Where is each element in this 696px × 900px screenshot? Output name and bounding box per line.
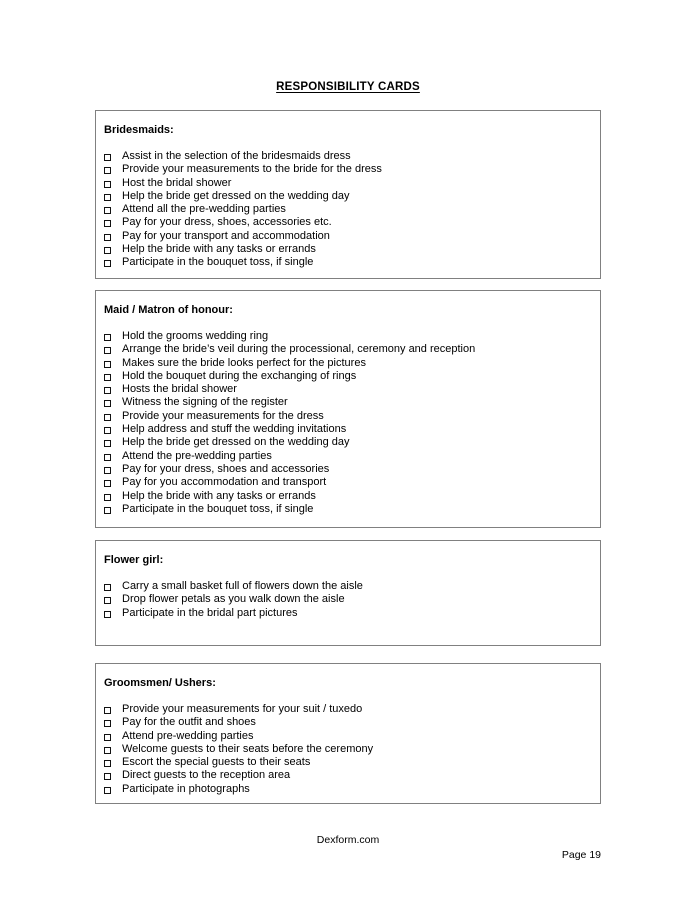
checkbox-square-icon — [104, 716, 113, 729]
checkbox-square-icon — [104, 190, 113, 203]
list-item-label: Pay for your dress, shoes and accessories — [122, 462, 330, 475]
list-item — [96, 243, 600, 256]
list-item — [96, 580, 600, 593]
footer-page-number: Page 19 — [561, 849, 601, 861]
list-item-label: Hold the grooms wedding ring — [122, 330, 269, 342]
list-item — [96, 216, 600, 229]
page-title — [0, 81, 696, 93]
checkbox-square-icon — [104, 490, 113, 503]
responsibility-card — [95, 290, 601, 528]
checkbox-square-icon — [104, 503, 113, 516]
checkbox-square-icon — [104, 330, 113, 343]
list-item — [96, 423, 600, 436]
list-item-label: Participate in photographs — [122, 782, 250, 795]
list-item-label: Pay for your transport and accommodation — [122, 229, 330, 242]
checkbox-square-icon — [104, 756, 113, 769]
list-item-label: Participate in the bouquet toss, if single — [122, 502, 314, 515]
checkbox-square-icon — [104, 730, 113, 743]
checkbox-square-icon — [104, 203, 113, 216]
list-item — [96, 476, 600, 489]
list-item — [96, 357, 600, 370]
list-item-label: Drop flower petals as you walk down the aisle — [122, 593, 345, 606]
checkbox-square-icon — [104, 769, 113, 782]
list-item — [96, 190, 600, 203]
list-item-label: Help the bride get dressed on the wedding day — [122, 189, 350, 202]
list-item — [96, 593, 600, 606]
list-item — [96, 163, 600, 176]
checkbox-square-icon — [104, 383, 113, 396]
list-item — [96, 383, 600, 396]
card-header: Maid / Matron of honour: — [104, 304, 233, 316]
list-item-label: Participate in the bouquet toss, if single — [122, 256, 314, 269]
checkbox-square-icon — [104, 450, 113, 463]
checkbox-square-icon — [104, 177, 113, 190]
list-item-label: Direct guests to the reception area — [122, 769, 291, 782]
list-item — [96, 743, 600, 756]
list-item — [96, 436, 600, 449]
checkbox-square-icon — [104, 243, 113, 256]
list-item — [96, 256, 600, 269]
list-item-label: Provide your measurements for your suit / tuxedo — [122, 703, 363, 715]
card-body — [96, 291, 600, 516]
list-item — [96, 396, 600, 409]
list-item-label: Attend the pre-wedding parties — [122, 449, 272, 462]
list-item-label: Provide your measurements to the bride for the dress — [122, 163, 382, 176]
list-item-label: Pay for your dress, shoes, accessories etc. — [122, 216, 332, 229]
checkbox-square-icon — [104, 343, 113, 356]
list-item-label: Hosts the bridal shower — [122, 383, 237, 396]
list-item — [96, 450, 600, 463]
list-item — [96, 370, 600, 383]
card-item-list — [96, 703, 600, 796]
card-item-list — [96, 330, 600, 516]
list-item-label: Assist in the selection of the bridesmaids dress — [122, 150, 351, 162]
list-item — [96, 769, 600, 782]
list-item-label: Pay for the outfit and shoes — [122, 716, 256, 729]
checkbox-square-icon — [104, 357, 113, 370]
page-title-text: RESPONSIBILITY CARDS — [276, 81, 420, 93]
list-item-label: Attend all the pre-wedding parties — [122, 203, 286, 216]
checkbox-square-icon — [104, 150, 113, 163]
checkbox-square-icon — [104, 436, 113, 449]
responsibility-card — [95, 540, 601, 646]
checkbox-square-icon — [104, 607, 113, 620]
checkbox-square-icon — [104, 410, 113, 423]
list-item — [96, 150, 600, 163]
list-item — [96, 230, 600, 243]
checkbox-square-icon — [104, 703, 113, 716]
list-item-label: Help the bride with any tasks or errands — [122, 243, 316, 256]
list-item-label: Participate in the bridal part pictures — [122, 606, 298, 619]
list-item-label: Host the bridal shower — [122, 176, 232, 189]
checkbox-square-icon — [104, 743, 113, 756]
checkbox-square-icon — [104, 580, 113, 593]
list-item-label: Witness the signing of the register — [122, 396, 288, 409]
list-item-label: Escort the special guests to their seats — [122, 756, 311, 769]
checkbox-square-icon — [104, 256, 113, 269]
checkbox-square-icon — [104, 370, 113, 383]
list-item — [96, 716, 600, 729]
checkbox-square-icon — [104, 476, 113, 489]
list-item-label: Arrange the bride’s veil during the processional, ceremony and reception — [122, 343, 476, 356]
list-item — [96, 203, 600, 216]
card-body — [96, 664, 600, 796]
list-item-label: Help the bride get dressed on the wedding day — [122, 436, 350, 449]
card-item-list — [96, 150, 600, 270]
card-header: Flower girl: — [104, 554, 164, 566]
checkbox-square-icon — [104, 423, 113, 436]
list-item — [96, 410, 600, 423]
list-item-label: Welcome guests to their seats before the ceremony — [122, 742, 374, 755]
card-body — [96, 111, 600, 270]
list-item-label: Makes sure the bride looks perfect for the pictures — [122, 356, 366, 369]
list-item — [96, 330, 600, 343]
checkbox-square-icon — [104, 463, 113, 476]
list-item — [96, 703, 600, 716]
list-item-label: Hold the bouquet during the exchanging of rings — [122, 369, 357, 382]
list-item — [96, 177, 600, 190]
checkbox-square-icon — [104, 396, 113, 409]
card-body — [96, 541, 600, 620]
list-item-label: Provide your measurements for the dress — [122, 409, 324, 422]
checkbox-square-icon — [104, 163, 113, 176]
list-item — [96, 783, 600, 796]
list-item — [96, 463, 600, 476]
list-item-label: Help the bride with any tasks or errands — [122, 489, 316, 502]
list-item-label: Attend pre-wedding parties — [122, 729, 254, 742]
responsibility-card — [95, 110, 601, 279]
card-header: Groomsmen/ Ushers: — [104, 677, 216, 689]
list-item — [96, 607, 600, 620]
list-item — [96, 730, 600, 743]
card-header: Bridesmaids: — [104, 124, 174, 136]
responsibility-card — [95, 663, 601, 804]
card-item-list — [96, 580, 600, 620]
list-item — [96, 490, 600, 503]
footer-site-label: Dexform.com — [316, 834, 380, 846]
list-item-label: Pay for you accommodation and transport — [122, 476, 327, 489]
list-item-label: Carry a small basket full of flowers down the aisle — [122, 580, 363, 592]
list-item — [96, 343, 600, 356]
checkbox-square-icon — [104, 230, 113, 243]
checkbox-square-icon — [104, 593, 113, 606]
list-item — [96, 503, 600, 516]
checkbox-square-icon — [104, 216, 113, 229]
list-item — [96, 756, 600, 769]
checkbox-square-icon — [104, 783, 113, 796]
list-item-label: Help address and stuff the wedding invitations — [122, 423, 347, 436]
